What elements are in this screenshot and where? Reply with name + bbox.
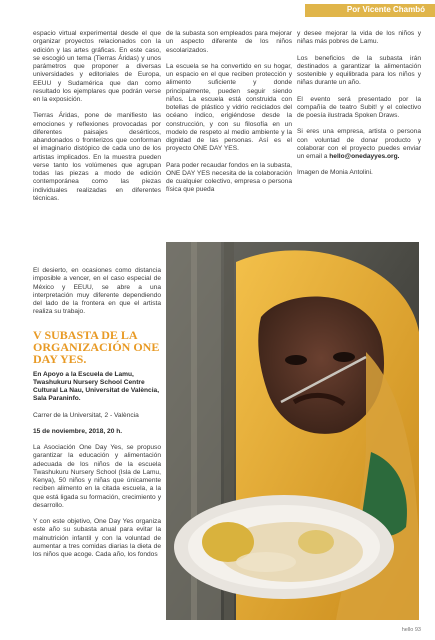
paragraph: espacio virtual experimental desde el que organizar proyectos relacionados con la edición y las artes gráficas. En este caso, se escogió un tema (Tierras Áridas) y unos parámetros que proponer a diversas universidades y editoriales de Europa, EEUU y Sudamérica que dan como resultado los ejemplares que podrán verse en la exposición.	[33, 30, 161, 103]
paragraph: Para poder recaudar fondos en la subasta, ONE DAY YES necesita de la colaboración de cualquier colectivo, empresa o persona física que pueda	[166, 161, 292, 194]
photo-credit: Imagen de Monia Antolini.	[297, 169, 373, 177]
page-header	[0, 0, 435, 18]
paragraph: La Asociación One Day Yes, se propuso garantizar la educación y alimentación adecuada de los niños de la escuela Twashukuru Nursery School (Isla de Lamu, Kenya), 50 niños y niñas que únicamente reciben alimento en la citada escuela, a la que está ligada su formación, crecimiento y desarrollo.	[33, 444, 161, 509]
paragraph-text: Si eres una empresa, artista o persona con voluntad de donar producto y colaborar con el proyecto puedes enviar un email a	[297, 128, 421, 160]
section-title: V SUBASTA DE LA ORGANIZACIÓN ONE DAY YES.	[33, 327, 160, 366]
paragraph: El desierto, en ocasiones como distancia imposible a vencer, en el caso especial de México y EEUU, se abre a una interpretación muy diferente dependiendo del lado de la frontera en que el artista realiza su trabajo.	[33, 267, 161, 316]
column-4	[33, 267, 161, 567]
paragraph: La escuela se ha convertido en su hogar, un espacio en el que reciben protección y alimento suficiente y donde principalmente, pueden seguir siendo niños. La escuela está construida con botellas de plástico y vidrio reciclados del océano índico, erigiéndose desde la construcción, y con su filosofía en un modelo de respeto al medio ambiente y la dignidad de las personas. Así es el proyecto ONE DAY YES.	[166, 62, 292, 153]
column-1	[33, 30, 161, 211]
paragraph: El evento será presentado por la compañía de teatro Subit! y el colectivo de poesía ilustrada Spoken Draws.	[297, 95, 421, 119]
contact-email: hello@onedayyes.org.	[329, 153, 400, 160]
page-footer: hello 93	[401, 627, 421, 633]
event-date: 15 de noviembre, 2018, 20 h.	[33, 427, 123, 435]
paragraph	[297, 128, 421, 161]
child-eating-photo	[166, 242, 419, 620]
paragraph: Tierras Áridas, pone de manifiesto las emociones y reflexiones provocadas por diferentes paisajes desérticos, abandonados o fronterizos que conforman el imaginario distópico de cada uno de los artistas implicados. En la muestra pueden verse tanto los volúmenes que agrupan todas las piezas a modo de edición contemporánea como las piezas individuales realizadas en diferentes técnicas.	[33, 112, 161, 202]
photo-illustration	[166, 242, 419, 620]
paragraph: Y con este objetivo, One Day Yes organiza este año su subasta anual para evitar la malnutrición infantil y con la voluntad de aumentar a tres comidas diarias la dieta de los niños que acoge. Cada año, los fondos	[33, 518, 161, 558]
venue-details: En Apoyo a la Escuela de Lamu, Twashukuru Nursery School Centre Cultural La Nau, Universitat de València, Sala Paraninfo.	[33, 370, 160, 403]
column-2	[166, 30, 292, 203]
author-byline: Por Vicente Chambó	[346, 5, 425, 14]
venue-address: Carrer de la Universitat, 2 - València	[33, 411, 139, 419]
paragraph: y desee mejorar la vida de los niños y niñas más pobres de Lamu.	[297, 30, 421, 46]
paragraph: de la subasta son empleados para mejorar un aspecto diferente de los niños escolarizados.	[166, 30, 292, 54]
column-3	[297, 30, 421, 186]
paragraph: Los beneficios de la subasta irán destinados a garantizar la alimentación sostenible y equilibrada para los niños y niñas durante un año.	[297, 54, 421, 87]
